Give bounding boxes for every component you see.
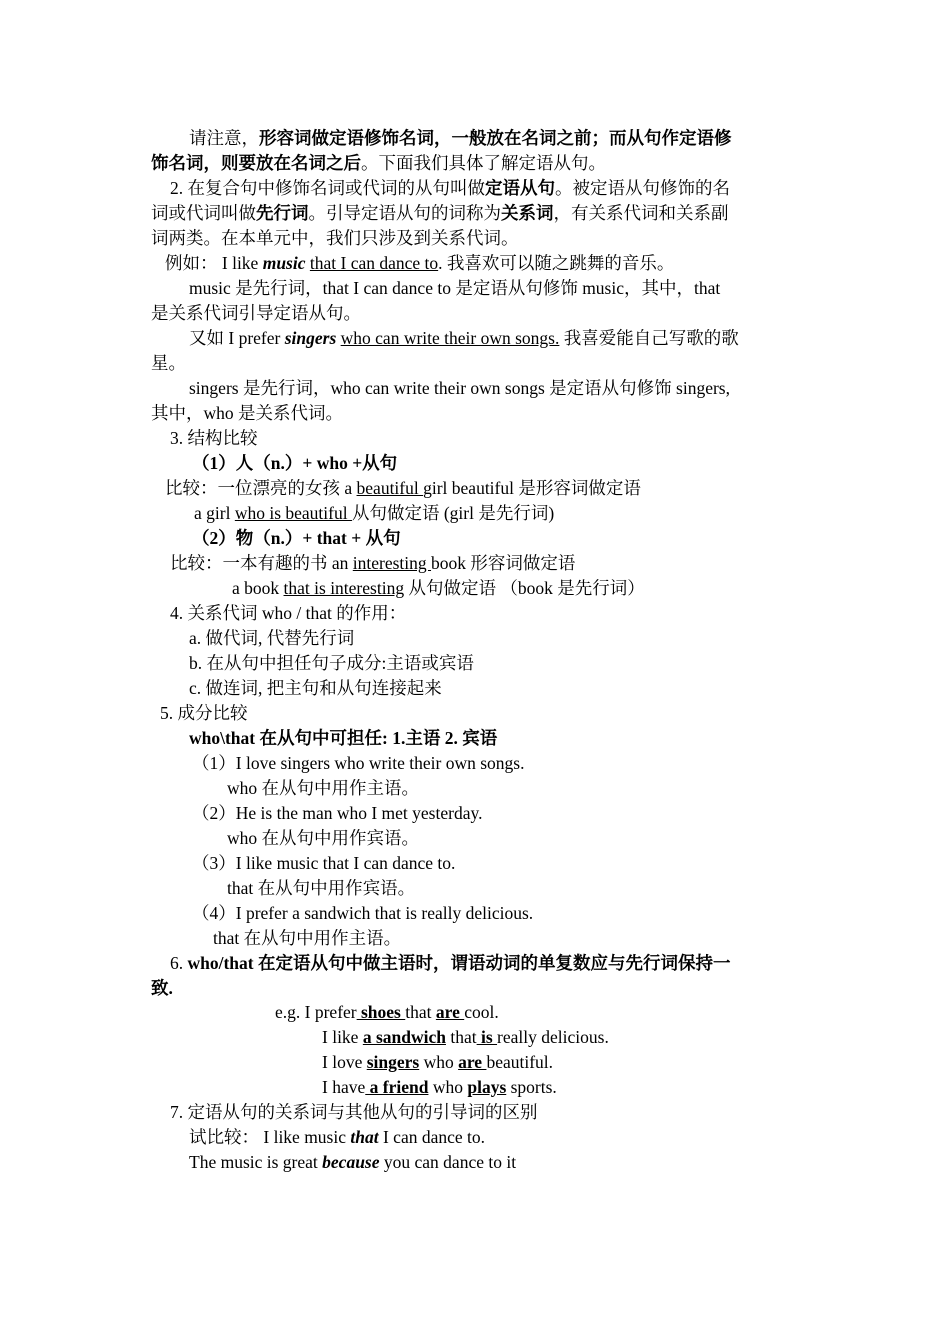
section-2-line-1 [170, 177, 730, 199]
compare-line-3 [170, 552, 575, 574]
compare-line-4 [232, 577, 645, 599]
text: 我喜爱能自己写歌的歌 [559, 328, 739, 348]
text: 从句做定语 （book 是先行词） [404, 578, 645, 598]
explanation-2-line-1: singers 是先行词，who can write their own songs 是定语从句修饰 singers, [189, 378, 730, 398]
text: I love [322, 1052, 367, 1072]
explanation-1-line-1: music 是先行词，that I can dance to 是定语从句修饰 music，其中，that [189, 278, 721, 298]
clause-underlined: that I can dance to [309, 253, 439, 273]
intro-line-1 [189, 127, 732, 149]
text: 比较：一本有趣的书 an [170, 553, 353, 573]
text: 试比较： I like music [189, 1127, 351, 1147]
contrast-line-2 [189, 1151, 516, 1173]
contrast-line-1 [189, 1126, 485, 1148]
term-attributive-clause: 定语从句 [485, 178, 555, 198]
underlined-word: interesting [352, 553, 432, 573]
agreement-example-3 [322, 1051, 553, 1073]
antecedent-word: music [262, 253, 306, 273]
compare-line-2 [194, 502, 554, 524]
role-note-4: that 在从句中用作主语。 [213, 928, 402, 948]
verb-word: are [435, 1002, 465, 1022]
section-6-line-2: 致. [151, 978, 173, 998]
text: 。引导定语从句的词称为 [308, 203, 501, 223]
role-note-3: that 在从句中用作宾语。 [227, 878, 416, 898]
text: 。下面我们具体了解定语从句。 [361, 153, 606, 173]
intro-line-2 [151, 152, 606, 174]
text: ，有关系代词和关系副 [553, 203, 729, 223]
bold-text: who/that 在定语从句中做主语时，谓语动词的单复数应与先行词保持一 [187, 953, 731, 973]
relative-pronoun: that [350, 1127, 379, 1147]
section-6-line-1 [170, 952, 731, 974]
section-2-line-2 [151, 202, 729, 224]
verb-word: are [458, 1052, 487, 1072]
antecedent-word: a sandwich [362, 1027, 446, 1047]
role-example-3: （3）I like music that I can dance to. [192, 853, 456, 873]
text: e.g. I prefer [275, 1002, 357, 1022]
role-note-1: who 在从句中用作主语。 [227, 778, 420, 798]
section-4-title: 4. 关系代词 who / that 的作用： [170, 603, 407, 623]
text: 请注意， [189, 128, 259, 148]
section-3-title: 3. 结构比较 [170, 428, 258, 448]
role-example-4: （4）I prefer a sandwich that is really delicious. [192, 903, 534, 923]
compare-line-1 [165, 477, 641, 499]
term-antecedent: 先行词 [256, 203, 309, 223]
antecedent-word: singers [284, 328, 337, 348]
text: 又如 I prefer [189, 328, 285, 348]
verb-word: plays [467, 1077, 507, 1097]
text: The music is great [189, 1152, 323, 1172]
underlined-clause: that is interesting [283, 578, 405, 598]
role-example-1: （1）I love singers who write their own songs. [192, 753, 525, 773]
underlined-clause: who is beautiful [234, 503, 352, 523]
section-5-title: 5. 成分比较 [160, 703, 248, 723]
agreement-example-2 [322, 1026, 609, 1048]
conjunction: because [322, 1152, 380, 1172]
text: who [428, 1077, 468, 1097]
agreement-example-1 [275, 1001, 499, 1023]
section-2-line-3: 词两类。在本单元中，我们只涉及到关系代词。 [151, 228, 519, 248]
example-1 [165, 252, 674, 274]
agreement-example-4 [322, 1076, 557, 1098]
text: 2. 在复合句中修饰名词或代词的从句叫做 [170, 178, 485, 198]
text: that [445, 1027, 477, 1047]
antecedent-word: a friend [365, 1077, 429, 1097]
role-example-2: （2）He is the man who I met yesterday. [192, 803, 483, 823]
role-note-2: who 在从句中用作宾语。 [227, 828, 420, 848]
text: a book [232, 578, 284, 598]
bold-text: 饰名词，则要放在名词之后 [151, 153, 361, 173]
structure-person: （1）人（n.）+ who +从句 [192, 453, 398, 473]
verb-word: is [476, 1027, 498, 1047]
example-2 [189, 327, 739, 349]
text: you can dance to it [379, 1152, 517, 1172]
explanation-2-line-2: 其中，who 是关系代词。 [151, 403, 344, 423]
text: I like [322, 1027, 363, 1047]
text: that [405, 1002, 436, 1022]
text: sports. [506, 1077, 557, 1097]
text: book 形容词做定语 [431, 553, 576, 573]
function-c: c. 做连词, 把主句和从句连接起来 [189, 678, 442, 698]
text: beautiful. [486, 1052, 554, 1072]
term-relative-word: 关系词 [501, 203, 554, 223]
section-7-title: 7. 定语从句的关系词与其他从句的引导词的区别 [170, 1102, 538, 1122]
text: 例如： I like [165, 253, 263, 273]
text: girl beautiful 是形容词做定语 [423, 478, 641, 498]
text: 从句做定语 (girl 是先行词) [351, 503, 555, 523]
role-rule: who\that 在从句中可担任: 1.主语 2. 宾语 [189, 728, 498, 748]
antecedent-word: shoes [356, 1002, 406, 1022]
text: 词或代词叫做 [151, 203, 256, 223]
bold-text: 形容词做定语修饰名词，一般放在名词之前；而从句作定语修 [259, 128, 732, 148]
text: I have [322, 1077, 366, 1097]
clause-underlined: who can write their own songs. [340, 328, 560, 348]
antecedent-word: singers [366, 1052, 420, 1072]
example-2-continued: 星。 [151, 353, 186, 373]
function-a: a. 做代词, 代替先行词 [189, 628, 355, 648]
text: 6. [170, 953, 188, 973]
text: who [419, 1052, 459, 1072]
text: . 我喜欢可以随之跳舞的音乐。 [438, 253, 675, 273]
structure-thing: （2）物（n.）+ that + 从句 [192, 528, 401, 548]
text: cool. [464, 1002, 499, 1022]
text: 比较：一位漂亮的女孩 a [165, 478, 357, 498]
text: a girl [194, 503, 235, 523]
text: 。被定语从句修饰的名 [555, 178, 730, 198]
explanation-1-line-2: 是关系代词引导定语从句。 [151, 303, 361, 323]
text: I can dance to. [378, 1127, 485, 1147]
underlined-word: beautiful [356, 478, 424, 498]
text: really delicious. [497, 1027, 609, 1047]
function-b: b. 在从句中担任句子成分:主语或宾语 [189, 653, 474, 673]
